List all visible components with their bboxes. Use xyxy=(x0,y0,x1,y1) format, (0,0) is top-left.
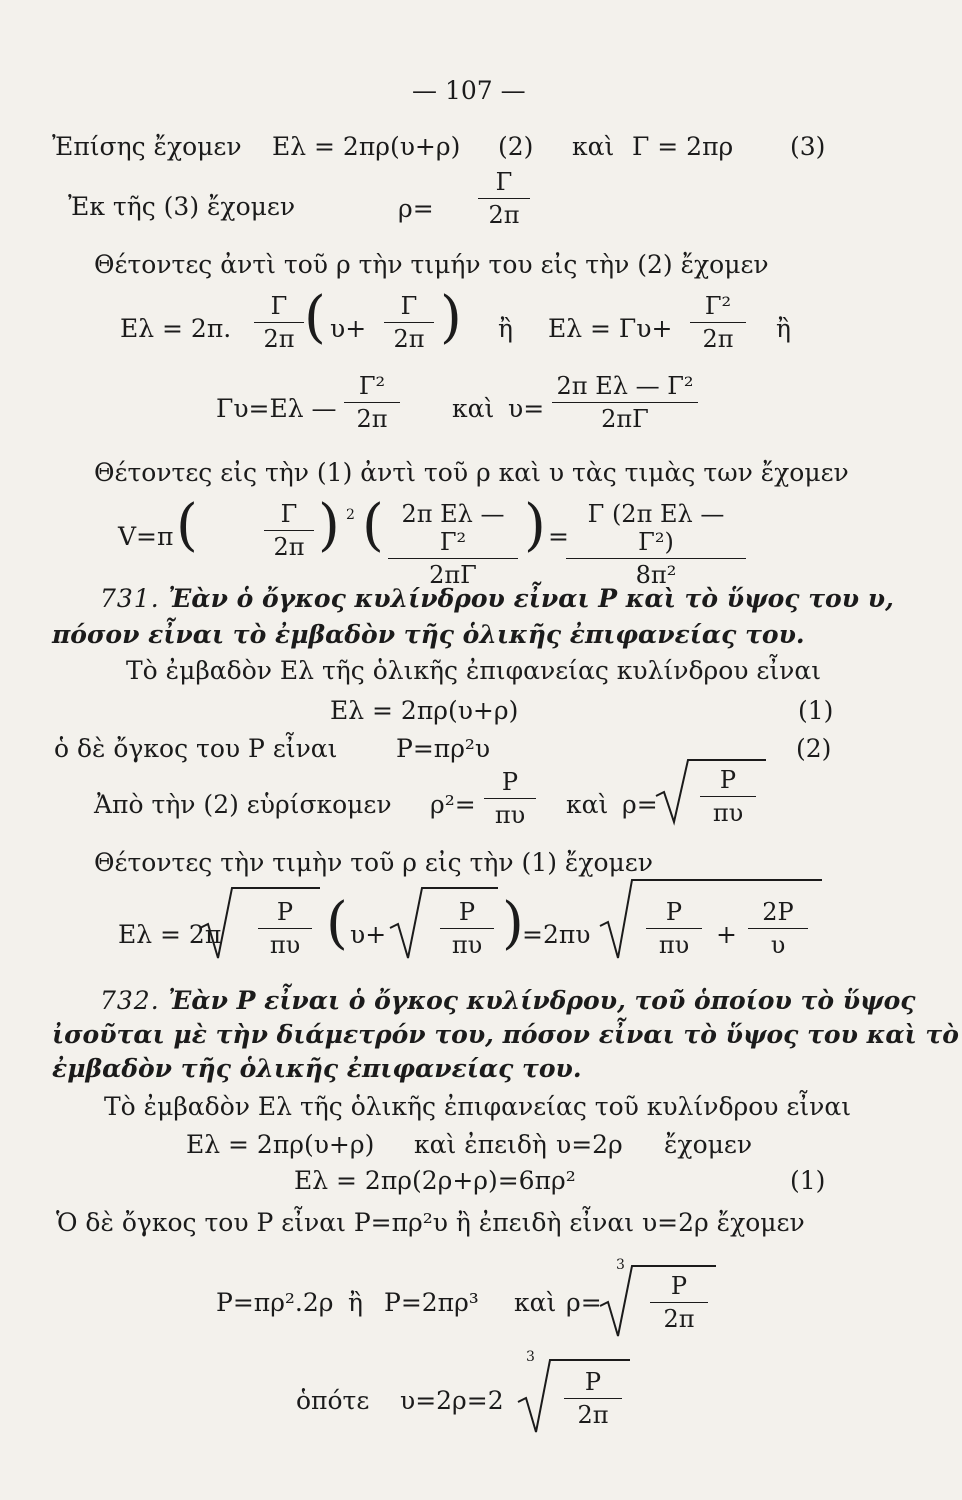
problem-number: 731. xyxy=(100,584,160,613)
equation-ref: (1) xyxy=(790,1166,826,1195)
derivation-text: Θέτοντες τὴν τιμὴν τοῦ ρ εἰς τὴν (1) ἔχομεν xyxy=(94,848,653,877)
equation-term: υ+ xyxy=(350,920,387,949)
denominator: 2πΓ xyxy=(429,561,477,589)
fraction xyxy=(748,898,808,959)
fraction-bar xyxy=(552,402,698,403)
left-paren: ( xyxy=(304,285,326,350)
conjunction: ἢ xyxy=(498,314,513,343)
problem-title-cont: ἰσοῦται μὲ τὴν διάμετρόν του, πόσον εἶναι τὸ ὕψος του καὶ τὸ xyxy=(52,1020,959,1049)
equation-ref: (2) xyxy=(498,132,534,161)
fraction xyxy=(566,500,746,589)
equation-lhs: Eλ = 2π xyxy=(118,920,222,949)
fraction-bar xyxy=(650,1302,708,1303)
equation-ref: (1) xyxy=(798,696,834,725)
fraction xyxy=(264,500,314,561)
problem-title-cont: πόσον εἶναι τὸ ἐμβαδὸν τῆς ὁλικῆς ἐπιφανείας του. xyxy=(52,620,805,649)
right-paren: ) xyxy=(524,493,546,558)
left-paren: ( xyxy=(176,493,198,558)
fraction-bar xyxy=(484,798,536,799)
numerator: 2P xyxy=(762,898,794,926)
left-paren: ( xyxy=(326,891,348,956)
left-paren: ( xyxy=(362,493,384,558)
denominator: 2π xyxy=(488,201,520,229)
equation-term: υ+ xyxy=(330,314,367,343)
numerator: Γ² xyxy=(358,372,386,400)
derivation-text: Τὸ ἐμβαδὸν Eλ τῆς ὁλικῆς ἐπιφανείας τοῦ κυλίνδρου εἶναι xyxy=(104,1092,852,1121)
plus-sign: + xyxy=(716,920,737,949)
denominator: πυ xyxy=(658,931,690,959)
equation: P=πρ²υ xyxy=(396,734,491,763)
denominator: 2π xyxy=(263,325,295,353)
equation-term: =2πυ xyxy=(522,920,591,949)
fraction-bar xyxy=(384,322,434,323)
fraction xyxy=(478,168,530,229)
numerator: P xyxy=(665,898,683,926)
fraction-bar xyxy=(690,322,746,323)
derivation-text: ὁπότε xyxy=(296,1386,370,1415)
equation-rhs: Eλ = Γυ+ xyxy=(548,314,673,343)
numerator: P xyxy=(276,898,294,926)
equation-lhs: ρ²= xyxy=(430,790,476,819)
equation-lhs: ρ= xyxy=(566,1288,602,1317)
fraction xyxy=(552,372,698,433)
numerator: 2π Eλ — Γ² xyxy=(556,372,694,400)
derivation-text: Ἐκ τῆς (3) ἔχομεν xyxy=(68,192,296,221)
denominator: υ xyxy=(770,931,786,959)
conjunction: καὶ xyxy=(566,790,609,819)
fraction xyxy=(564,1368,622,1429)
numerator: 2π Eλ — Γ² xyxy=(401,500,505,556)
fraction xyxy=(484,768,536,829)
problem-731-heading xyxy=(100,584,894,614)
numerator: P xyxy=(719,766,737,794)
right-paren: ) xyxy=(502,891,524,956)
equation-condition: υ=2ρ xyxy=(556,1130,623,1159)
radical-index: 3 xyxy=(616,1257,625,1273)
equation: υ=2ρ=2 xyxy=(400,1386,504,1415)
denominator: 2π xyxy=(663,1305,695,1333)
intro-text: Ἐπίσης ἔχομεν xyxy=(52,132,242,161)
fraction xyxy=(344,372,400,433)
fraction-bar xyxy=(700,796,756,797)
fraction xyxy=(254,292,304,353)
equation: Eλ = 2πρ(υ+ρ) xyxy=(186,1130,375,1159)
denominator: 2π xyxy=(273,533,305,561)
equation: Eλ = 2πρ(2ρ+ρ)=6πρ² xyxy=(294,1166,576,1195)
denominator: 2πΓ xyxy=(601,405,649,433)
equation: P=2πρ³ xyxy=(384,1288,479,1317)
derivation-text: Ὁ δὲ ὄγκος του P εἶναι P=πρ²υ ἢ ἐπειδὴ εἶναι υ=2ρ ἔχομεν xyxy=(56,1208,805,1237)
numerator: Γ (2π Eλ —Γ²) xyxy=(587,500,725,556)
fraction-bar xyxy=(478,198,530,199)
derivation-text: Ἀπὸ τὴν (2) εὑρίσκομεν xyxy=(94,790,392,819)
radical-index: 3 xyxy=(526,1349,535,1365)
numerator: P xyxy=(501,768,519,796)
denominator: 2π xyxy=(356,405,388,433)
problem-title: Ἐὰν ὁ ὄγκος κυλίνδρου εἶναι P καὶ τὸ ὕψος του υ, xyxy=(168,584,894,613)
numerator: P xyxy=(584,1368,602,1396)
conjunction: καὶ xyxy=(572,132,615,161)
equation-lhs: Γυ=Eλ — xyxy=(216,394,337,423)
equals-sign: = xyxy=(548,522,569,551)
numerator: Γ xyxy=(280,500,298,528)
conjunction: καὶ ἐπειδὴ xyxy=(414,1130,547,1159)
equation: Eλ = 2πρ(υ+ρ) xyxy=(330,696,519,725)
problem-732-heading xyxy=(100,986,915,1016)
equation: P=πρ².2ρ xyxy=(216,1288,334,1317)
fraction xyxy=(384,292,434,353)
fraction-bar xyxy=(566,558,746,559)
equation-lhs: ρ= xyxy=(398,194,434,223)
equation-ref: (3) xyxy=(790,132,826,161)
equation-lhs: Eλ = 2π. xyxy=(120,314,232,343)
denominator: πυ xyxy=(712,799,744,827)
problem-title: Ἐὰν P εἶναι ὁ ὄγκος κυλίνδρου, τοῦ ὁποίου τὸ ὕψος xyxy=(168,986,916,1015)
denominator: 8π² xyxy=(635,561,677,589)
fraction xyxy=(646,898,702,959)
conjunction: ἢ xyxy=(776,314,791,343)
fraction-bar xyxy=(258,928,312,929)
fraction-bar xyxy=(646,928,702,929)
page-number: — 107 — xyxy=(412,76,526,105)
numerator: P xyxy=(670,1272,688,1300)
fraction xyxy=(650,1272,708,1333)
equation-ref: (2) xyxy=(796,734,832,763)
equation-gamma: Γ = 2πρ xyxy=(632,132,734,161)
denominator: πυ xyxy=(269,931,301,959)
conjunction: ἢ xyxy=(348,1288,363,1317)
derivation-text: Θέτοντες εἰς τὴν (1) ἀντὶ τοῦ ρ καὶ υ τὰς τιμὰς των ἔχομεν xyxy=(94,458,849,487)
denominator: πυ xyxy=(494,801,526,829)
denominator: 2π xyxy=(702,325,734,353)
denominator: 2π xyxy=(393,325,425,353)
fraction-bar xyxy=(388,558,518,559)
fraction xyxy=(388,500,518,589)
conjunction: καὶ xyxy=(514,1288,557,1317)
fraction xyxy=(258,898,312,959)
fraction-bar xyxy=(440,928,494,929)
fraction xyxy=(690,292,746,353)
problem-title-cont: ἐμβαδὸν τῆς ὁλικῆς ἐπιφανείας του. xyxy=(52,1054,582,1083)
fraction-bar xyxy=(254,322,304,323)
problem-number: 732. xyxy=(100,986,160,1015)
numerator: P xyxy=(458,898,476,926)
denominator: πυ xyxy=(451,931,483,959)
derivation-text: ὁ δὲ ὄγκος του P εἶναι xyxy=(54,734,338,763)
right-paren: ) xyxy=(440,285,462,350)
derivation-text: Θέτοντες ἀντὶ τοῦ ρ τὴν τιμήν του εἰς τὴν (2) ἔχομεν xyxy=(94,250,769,279)
equation-area: Eλ = 2πρ(υ+ρ) xyxy=(272,132,461,161)
fraction-bar xyxy=(564,1398,622,1399)
equation-lhs: V=π xyxy=(118,522,174,551)
exponent: 2 xyxy=(346,507,355,523)
equation-term: υ= xyxy=(508,394,545,423)
numerator: Γ xyxy=(400,292,418,320)
conjunction: καὶ xyxy=(452,394,495,423)
derivation-text: ἔχομεν xyxy=(664,1130,753,1159)
fraction-bar xyxy=(344,402,400,403)
fraction-bar xyxy=(748,928,808,929)
numerator: Γ² xyxy=(704,292,732,320)
numerator: Γ xyxy=(270,292,288,320)
fraction xyxy=(440,898,494,959)
numerator: Γ xyxy=(495,168,513,196)
denominator: 2π xyxy=(577,1401,609,1429)
equation-lhs: ρ= xyxy=(622,790,658,819)
right-paren: ) xyxy=(318,493,340,558)
fraction-bar xyxy=(264,530,314,531)
fraction xyxy=(700,766,756,827)
derivation-text: Τὸ ἐμβαδὸν Eλ τῆς ὁλικῆς ἐπιφανείας κυλίνδρου εἶναι xyxy=(126,656,822,685)
